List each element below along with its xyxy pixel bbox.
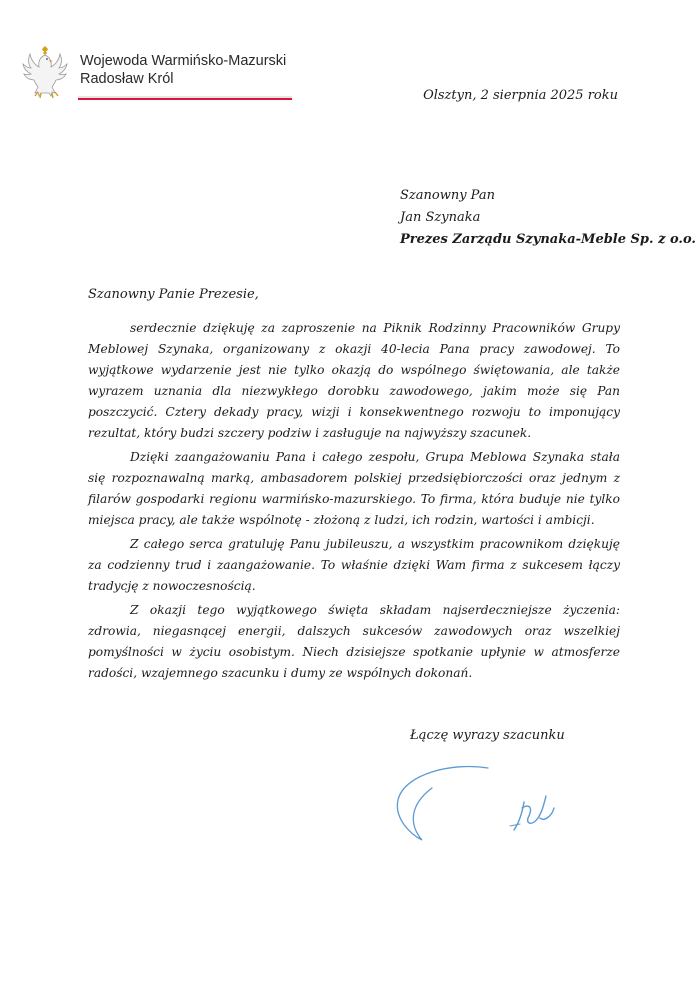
letterhead: [22, 46, 292, 104]
closing-phrase: Łączę wyrazy szacunku: [410, 728, 565, 743]
official-name: Radosław Król: [80, 71, 174, 87]
white-eagle-emblem-icon: [22, 46, 68, 102]
paragraph: Dzięki zaangażowaniu Pana i całego zespołu, Grupa Meblowa Szynaka stała się rozpoznawalną marką, ambasadorem polskiej przedsiębiorczości oraz jednym z filarów gospodarki regionu warmińsko-mazurskiego. To firma, która buduje nie tylko miejsca pracy, ale także wspólnotę - złożoną z ludzi, ich rodzin, wartości i ambicji.: [88, 450, 620, 527]
office-block: [80, 52, 286, 88]
recipient-title: Prezes Zarządu Szynaka-Meble Sp. z o.o.: [400, 232, 696, 247]
recipient-address: [400, 185, 696, 251]
salutation: Szanowny Panie Prezesie,: [88, 287, 259, 302]
letter-body: [88, 318, 620, 687]
office-title: Wojewoda Warmińsko-Mazurski: [80, 53, 287, 69]
paragraph: serdecznie dziękuję za zaproszenie na Piknik Rodzinny Pracowników Grupy Meblowej Szynaka, organizowany z okazji 40-lecia Pana pracy zawodowej. To wyjątkowe wydarzenie jest nie tylko okazją do wspólnego świętowania, ale także wyrazem uznania dla niezwykłego dorobku zawodowego, jakim może się Pan poszczycić. Cztery dekady pracy, wizji i konsekwentnego rozwoju to imponujący rezultat, który budzi szczery podziw i zasługuje na najwyższy szacunek.: [88, 321, 620, 440]
paragraph: Z okazji tego wyjątkowego święta składam najserdeczniejsze życzenia: zdrowia, niegasnącej energii, dalszych sukcesów zawodowych oraz wszelkiej pomyślności w życiu osobistym. Niech dzisiejsze spotkanie upłynie w atmosferze radości, wzajemnego szacunku i dumy ze wspólnych dokonań.: [88, 603, 620, 680]
letterhead-divider: [78, 96, 292, 100]
recipient-name: Jan Szynaka: [400, 210, 481, 225]
recipient-greeting: Szanowny Pan: [400, 188, 495, 203]
letter-date: Olsztyn, 2 sierpnia 2025 roku: [423, 88, 618, 103]
paragraph: Z całego serca gratuluję Panu jubileuszu, a wszystkim pracownikom dziękuję za codzienny trud i zaangażowanie. To właśnie dzięki Wam firma z sukcesem łączy tradycję z nowoczesnością.: [88, 537, 620, 593]
handwritten-signature: [392, 760, 592, 850]
